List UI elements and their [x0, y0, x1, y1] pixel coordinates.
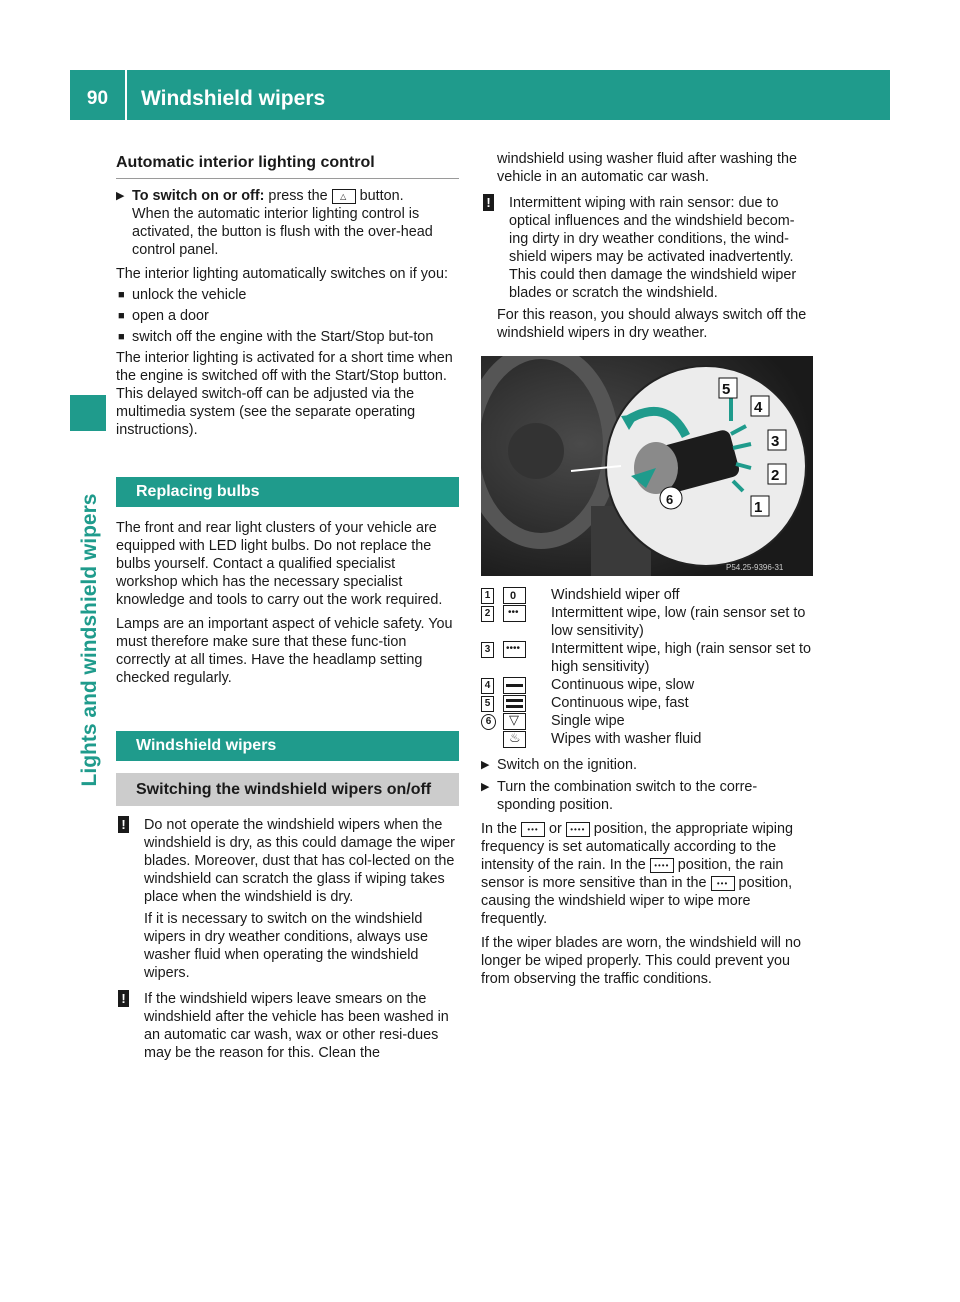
- section-heading-replacing-bulbs: Replacing bulbs: [116, 477, 459, 507]
- list-item: [116, 286, 459, 304]
- list-item: [116, 307, 459, 325]
- callout-4: 4: [754, 399, 763, 416]
- intermittent-high-icon: ••••: [650, 858, 674, 873]
- legend-label: Windshield wiper off: [551, 587, 680, 603]
- step: [481, 756, 813, 774]
- legend-row: [481, 694, 813, 712]
- warning-text: If the windshield wipers leave smears on the windshield after the vehicle has been washed in an automatic car wash, wax or other resi-dues may be the reason for this. Clean the: [144, 991, 449, 1061]
- legend-number: 3: [481, 642, 494, 658]
- single-wipe-icon: ▽: [503, 713, 526, 730]
- legend-row: [481, 676, 813, 694]
- legend-row: [481, 604, 813, 640]
- legend-number: 1: [481, 588, 494, 604]
- chapter-title: Lights and windshield wipers: [78, 493, 101, 787]
- callout-5: 5: [722, 381, 731, 398]
- intermittent-high-icon: ••••: [566, 822, 590, 837]
- list-item: [116, 328, 459, 346]
- step-switch-on-off: [116, 187, 459, 205]
- warning-note: [481, 194, 813, 302]
- washer-fluid-icon: ♨: [503, 731, 526, 748]
- paragraph: The interior lighting automatically switches on if you:: [116, 266, 448, 282]
- paragraph: The interior lighting is activated for a short time when the engine is switched off with the Start/Stop button. This delayed switch-off can be adjusted via the multimedia system (see the separate operating instructions).: [116, 350, 453, 438]
- legend-row: [481, 730, 813, 748]
- bullet-icon: ■: [118, 289, 125, 301]
- bullet-icon: ■: [118, 310, 125, 322]
- legend-number: 5: [481, 696, 494, 712]
- chapter-marker: [70, 395, 106, 431]
- legend-number: 4: [481, 678, 494, 694]
- callout-2: 2: [771, 467, 780, 484]
- step-arrow-icon: ▶: [481, 759, 490, 771]
- wiper-off-icon: 0: [503, 587, 526, 604]
- legend-row: [481, 586, 813, 604]
- callout-1: 1: [754, 499, 763, 516]
- text-run: or: [545, 821, 566, 837]
- warning-continuation: If it is necessary to switch on the windshield wipers in dry weather conditions, always use washer fluid when operating the windshield wipers.: [144, 911, 428, 981]
- combination-switch-photo: [481, 356, 813, 576]
- legend-label: Wipes with washer fluid: [551, 731, 702, 747]
- image-code: P54.25-9396-31: [726, 563, 784, 572]
- list-item-text: switch off the engine with the Start/Stop but-ton: [132, 329, 434, 345]
- step-continuation: When the automatic interior lighting control is activated, the button is flush with the over-head control panel.: [132, 206, 433, 258]
- legend-label: Single wipe: [551, 713, 625, 729]
- continuous-fast-icon: [503, 695, 526, 712]
- legend-label: Intermittent wipe, low (rain sensor set to low sensitivity): [551, 605, 806, 639]
- page-number: 90: [86, 88, 109, 109]
- text-run: position, the rain sensor is more sensitive than in the: [481, 857, 784, 891]
- subsection-heading-switching: Switching the windshield wipers on/off: [116, 773, 459, 806]
- callout-6: 6: [666, 492, 674, 507]
- legend-row: [481, 712, 813, 730]
- warning-note: [116, 816, 459, 906]
- continuous-slow-icon: [503, 677, 526, 694]
- paragraph-intensity: [481, 820, 813, 928]
- section-heading-windshield-wipers: Windshield wipers: [116, 731, 459, 761]
- intermittent-low-icon: •••: [521, 822, 545, 837]
- interior-light-button-icon: △: [332, 189, 356, 204]
- header-divider: [125, 70, 127, 120]
- step: [481, 778, 813, 814]
- legend-row: [481, 640, 813, 676]
- step-text-b: button.: [355, 188, 404, 204]
- intermittent-low-icon: •••: [711, 876, 735, 891]
- list-item-text: open a door: [132, 308, 209, 324]
- callout-3: 3: [771, 433, 780, 450]
- text-run: In the: [481, 821, 522, 837]
- step-text: Turn the combination switch to the corre-sponding position.: [497, 779, 758, 813]
- legend-list: [481, 586, 813, 748]
- warning-continuation: For this reason, you should always switch off the windshield wipers in dry weather.: [497, 307, 807, 341]
- warning-text: Do not operate the windshield wipers when the windshield is dry, as this could damage the wiper blades. Moreover, dust that has col-lected on the windshield can scratch the glass if wiping takes place when the windshield is dry.: [144, 817, 455, 905]
- right-column: [481, 150, 813, 988]
- warning-icon: !: [118, 990, 129, 1007]
- paragraph: If the wiper blades are worn, the windshield will no longer be wiped properly. This could prevent you from observing the traffic conditions.: [481, 935, 801, 987]
- warning-icon: !: [483, 194, 494, 211]
- intermittent-low-icon: •••: [503, 605, 526, 622]
- page-title: Windshield wipers: [141, 87, 326, 110]
- text-run: position, causing the windshield wiper to wipe more frequently.: [481, 875, 793, 927]
- section-title-interior-lighting: Automatic interior lighting control: [116, 150, 459, 179]
- step-text: Switch on the ignition.: [497, 757, 637, 773]
- legend-label: Continuous wipe, slow: [551, 677, 695, 693]
- paragraph-continuation: windshield using washer fluid after washing the vehicle in an automatic car wash.: [497, 151, 797, 185]
- step-text-a: press the: [264, 188, 332, 204]
- legend-number: 2: [481, 606, 494, 622]
- warning-text: Intermittent wiping with rain sensor: due to optical influences and the windshield becom-ing dirty in dry weather conditions, the wind-shield wipers may be activated inadvertently. This could then damage the windshield wiper blades or scratch the windshield.: [509, 195, 797, 301]
- steering-column-illustration: [481, 356, 813, 576]
- legend-number: 6: [481, 714, 496, 730]
- list-item-text: unlock the vehicle: [132, 287, 247, 303]
- legend-label: Continuous wipe, fast: [551, 695, 689, 711]
- step-arrow-icon: ▶: [116, 190, 125, 202]
- paragraph: Lamps are an important aspect of vehicle safety. You must therefore make sure that these func-tion correctly at all times. Have the headlamp setting checked regularly.: [116, 616, 453, 686]
- left-column: [116, 150, 459, 1062]
- warning-icon: !: [118, 816, 129, 833]
- legend-label: Intermittent wipe, high (rain sensor set to high sensitivity): [551, 641, 811, 675]
- text-run: position, the appropriate wiping frequency is set automatically according to the intensity of the rain. In the: [481, 821, 794, 873]
- warning-note: [116, 990, 459, 1062]
- step-arrow-icon: ▶: [481, 781, 490, 793]
- intermittent-high-icon: ••••: [503, 641, 526, 658]
- bullet-icon: ■: [118, 331, 125, 343]
- paragraph: The front and rear light clusters of your vehicle are equipped with LED light bulbs. Do not replace the bulbs yourself. Contact a qualified specialist workshop which has the necessary specialist knowledge and tools to carry out the work required.: [116, 520, 443, 608]
- step-label: To switch on or off:: [132, 188, 265, 204]
